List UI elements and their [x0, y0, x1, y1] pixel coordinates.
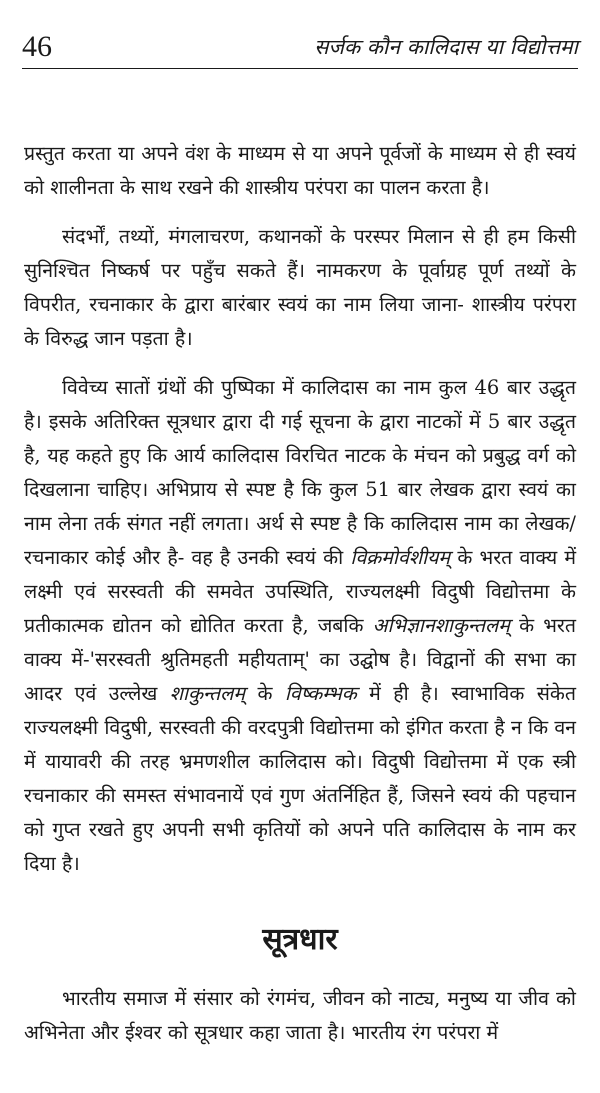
paragraph-3	[24, 371, 576, 881]
page-header	[22, 30, 578, 70]
work-title-abhijnanashakuntalam: अभिज्ञानशाकुन्तलम्	[372, 614, 510, 637]
work-title-shakuntalam: शाकुन्तलम्	[169, 682, 246, 705]
section-heading: सूत्रधार	[262, 922, 338, 957]
page-number: 46	[22, 30, 52, 63]
header-rule	[22, 68, 578, 69]
paragraph-1: प्रस्तुत करता या अपने वंश के माध्यम से या अपने पूर्वजों के माध्यम से ही स्वयं को शालीनता के साथ रखने की शास्त्रीय परंपरा का पालन करता है।	[24, 142, 576, 199]
paragraph-3-text-d: के	[245, 682, 285, 705]
work-title-vikramorvashiyam: विक्रमोर्वशीयम्	[350, 546, 451, 569]
paragraph-3-text-e: में ही है। स्वाभाविक संकेत राज्यलक्ष्मी विदुषी, सरस्वती की वरदपुत्री विद्योत्तमा को इंगित करता है न कि वन में यायावरी की तरह भ्रमणशील कालिदास को। विदुषी विद्योत्तमा में एक स्त्री रचनाकार की समस्त संभावनायें एवं गुण अंतर्निहित हैं, जिसने स्वयं की पहचान को गुप्त रखते हुए अपनी सभी कृतियों को अपने पति कालिदास के नाम कर दिया है।	[24, 682, 576, 875]
paragraph-2: संदर्भों, तथ्यों, मंगलाचरण, कथानकों के परस्पर मिलान से ही हम किसी सुनिश्चित निष्कर्ष पर पहुँच सकते हैं। नामकरण के पूर्वाग्रह पूर्ण तथ्यों के विपरीत, रचनाकार के द्वारा बारंबार स्वयं का नाम लिया जाना- शास्त्रीय परंपरा के विरुद्ध जान पड़ता है।	[24, 225, 576, 350]
running-title: सर्जक कौन कालिदास या विद्योत्तमा	[314, 35, 578, 59]
body-text	[24, 137, 576, 881]
paragraph-3-text-a: विवेच्य सातों ग्रंथों की पुष्पिका में कालिदास का नाम कुल 46 बार उद्धृत है। इसके अतिरिक्त सूत्रधार द्वारा दी गई सूचना के द्वारा नाटकों में 5 बार उद्धृत है, यह कहते हुए कि आर्य कालिदास विरचित नाटक के मंचन को प्रबुद्ध वर्ग को दिखलाना चाहिए। अभिप्राय से स्पष्ट है कि कुल 51 बार लेखक द्वारा स्वयं का नाम लेना तर्क संगत नहीं लगता। अर्थ से स्पष्ट है कि कालिदास नाम का लेखक/रचनाकार कोई और है- वह है उनकी स्वयं की	[24, 376, 576, 569]
section-paragraph-1: भारतीय समाज में संसार को रंगमंच, जीवन को नाट्य, मनुष्य या जीव को अभिनेता और ईश्वर को सूत्रधार कहा जाता है। भारतीय रंग परंपरा में	[24, 987, 576, 1044]
term-vishkambhaka: विष्कम्भक	[284, 682, 357, 705]
section-text	[24, 982, 576, 1050]
paragraph-3-text-c: के भरत वाक्य में-'सरस्वती श्रुतिमहती महीयताम्' का उद्घोष है। विद्वानों की सभा का आदर एवं उल्लेख	[24, 614, 576, 705]
paragraph-3-text-b: के भरत वाक्य में लक्ष्मी एवं सरस्वती की समवेत उपस्थिति, राज्यलक्ष्मी विदुषी विद्योत्तमा के प्रतीकात्मक द्योतन को द्योतित करता है, जबकि	[24, 546, 576, 637]
